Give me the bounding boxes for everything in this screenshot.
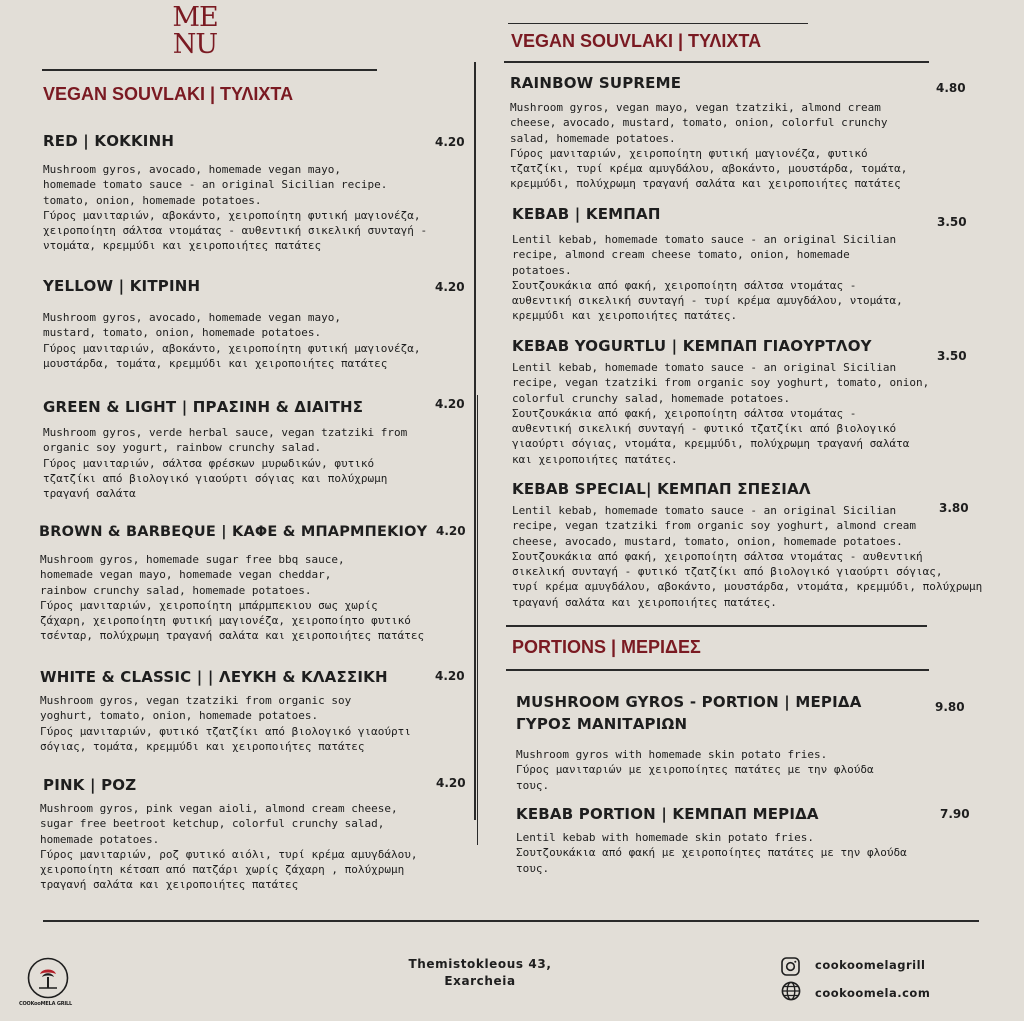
left-section-title: VEGAN SOUVLAKI | ΤΥΛΙΧΤΑ	[43, 84, 294, 104]
website-link[interactable]: cookoomela.com	[815, 986, 931, 1000]
item-desc-brown: Mushroom gyros, homemade sugar free bbq sauce, homemade vegan mayo, homemade vegan cheddar, rainbow crunchy salad, homemade potatoes. Γύρος μανιταριών, χειροποίητη μπάρμπεκιου σως χωρίς ζάχαρη, χειροποίητη φυτική μαγιονέζα, χειροποίητο φυτικό τσένταρ, πολύχρωμη τραγανή σαλάτα και χειροποιήτες πατάτες	[40, 553, 425, 643]
item-desc-kebab-portion: Lentil kebab with homemade skin potato fries. Σουτζουκάκια από φακή με χειροποίητες πατάτες με την φλούδα τους.	[516, 831, 907, 875]
left-top-rule	[42, 69, 377, 71]
item-desc-yellow: Mushroom gyros, avocado, homemade vegan mayo, mustard, tomato, onion, homemade potatoes. Γύρος μανιταριών, αβοκάντο, χειροποίητη φυτική μαγιονέζα, μουστάρδα, τομάτα, κρεμμύδι και χειροποιήτες πατάτες	[43, 311, 421, 370]
item-title-white: WHITE & CLASSIC | | ΛΕΥΚΗ & ΚΛΑΣΣΙΚΗ	[40, 668, 388, 686]
brand-logo	[27, 957, 69, 999]
item-title-kebab-portion: KEBAB PORTION | ΚΕΜΠΑΠ ΜΕΡΙΔΑ	[516, 805, 819, 823]
right-section-rule	[504, 61, 929, 63]
item-price-brown: 4.20	[436, 524, 466, 538]
item-title-mushroom-portion: MUSHROOM GYROS - PORTION | ΜΕΡΙΔΑ ΓΥΡΟΣ ΜΑΝΙΤΑΡΙΩΝ	[516, 693, 862, 733]
brand-label: COOKooMELA GRILL	[19, 1001, 73, 1007]
portions-section-title: PORTIONS | ΜΕΡΙΔΕΣ	[512, 637, 701, 657]
item-desc-pink: Mushroom gyros, pink vegan aioli, almond cream cheese, sugar free beetroot ketchup, colorful crunchy salad, homemade potatoes. Γύρος μανιταριών, ροζ φυτικό αιόλι, τυρί κρέμα αμυγδάλου, χειροποίητη κέτσαπ από πατζάρι χωρίς ζάχαρη , πολύχρωμη τραγανή σαλάτα και χειροποιήτες πατάτες	[40, 802, 418, 892]
center-divider	[474, 62, 476, 820]
item-desc-rainbow: Mushroom gyros, vegan mayo, vegan tzatziki, almond cream cheese, avocado, mustard, tomato, onion, colorful crunchy salad, homemade potatoes. Γύρος μανιταριών, χειροποίητη φυτική μαγιονέζα, φυτικό τζατζίκι, τυρί κρέμα αμυγδάλου, αβοκάντο, μουστάρδα, τομάτα, κρεμμύδι, πολύχρωμη τραγανή σαλάτα και χειροποιήτες πατάτες	[510, 101, 908, 191]
menu-logo	[168, 4, 222, 58]
item-desc-mushroom-portion: Mushroom gyros with homemade skin potato fries. Γύρος μανιταριών με χειροποίητες πατάτες με την φλούδα τους.	[516, 748, 874, 792]
menu-logo-line1: ME	[172, 2, 218, 33]
item-desc-kebab: Lentil kebab, homemade tomato sauce - an original Sicilian recipe, almond cream cheese tomato, onion, homemade potatoes. Σουτζουκάκια από φακή, χειροποίητη σάλτσα ντομάτας - αυθεντική σικελική συνταγή - τυρί κρέμα αμυγδάλου, ντομάτα, κρεμμύδι και χειροποιήτες πατάτες.	[512, 233, 903, 323]
item-desc-kebab-special: Lentil kebab, homemade tomato sauce - an original Sicilian recipe, vegan tzatziki from organic soy yoghurt, almond cream cheese, avocado, mustard, tomato, onion, homemade potatoes. Σουτζουκάκια από φακή, χειροποίητη σάλτσα ντομάτας - αυθεντική σικελική συνταγή - φυτικό τζατζίκι από βιολογικό γιαούρτι σόγιας, τυρί κρέμα αμυγδάλου, αβοκάντο, μουστάρδα, ντομάτα, κρεμμύδι, πολύχρωμη τραγανή σαλάτα και χειροποιήτες πατάτες.	[512, 504, 983, 609]
tree-icon	[27, 957, 69, 999]
instagram-handle[interactable]: cookoomelagrill	[815, 958, 926, 972]
item-price-pink: 4.20	[436, 776, 466, 790]
right-section-title: VEGAN SOUVLAKI | ΤΥΛΙΧΤΑ	[511, 31, 762, 51]
item-title-pink: PINK | ΡΟΖ	[43, 776, 137, 794]
right-top-rule	[508, 23, 808, 24]
item-price-rainbow: 4.80	[936, 81, 966, 95]
address-line1: Themistokleous 43,	[408, 957, 552, 971]
portions-bottom-rule	[506, 669, 929, 671]
center-divider-secondary	[477, 395, 478, 845]
item-price-red: 4.20	[435, 135, 465, 149]
footer-rule	[43, 920, 979, 922]
item-desc-kebab-yogurtlu: Lentil kebab, homemade tomato sauce - an original Sicilian recipe, vegan tzatziki from organic soy yoghurt, tomato, onion, colorful crunchy salad, homemade potatoes. Σουτζουκάκια από φακή, χειροποίητη σάλτσα ντομάτας - αυθεντική σικελική συνταγή - φυτικό τζατζίκι από βιολογικό γιαούρτι σόγιας, ντομάτα, κρεμμύδι, πολύχρωμη τραγανή σαλάτα και χειροποιήτες πατάτες.	[512, 361, 930, 466]
portions-top-rule	[506, 625, 927, 627]
menu-logo-line2: NU	[172, 29, 218, 60]
item-title-kebab-yogurtlu: KEBAB YOGURTLU | ΚΕΜΠΑΠ ΓΙΑΟΥΡΤΛΟΥ	[512, 337, 872, 355]
item-price-kebab-yogurtlu: 3.50	[937, 349, 967, 363]
item-price-yellow: 4.20	[435, 280, 465, 294]
item-title-green: GREEN & LIGHT | ΠΡΑΣΙΝΗ & ΔΙΑΙΤΗΣ	[43, 398, 364, 416]
item-desc-red: Mushroom gyros, avocado, homemade vegan mayo, homemade tomato sauce - an original Sicilian recipe. tomato, onion, homemade potatoes. Γύρος μανιταριών, αβοκάντο, χειροποίητη φυτική μαγιονέζα, χειροποίητη σάλτσα ντομάτας - αυθεντική σικελική συνταγή - ντομάτα, κρεμμύδι και χειροποιήτες πατάτες	[43, 163, 428, 253]
item-title-red: RED | ΚΟΚΚΙΝΗ	[43, 132, 175, 150]
item-desc-green: Mushroom gyros, verde herbal sauce, vegan tzatziki from organic soy yogurt, rainbow crunchy salad. Γύρος μανιταριών, σάλτσα φρέσκων μυρωδικών, φυτικό τζατζίκι από βιολογικό γιαούρτι σόγιας και πολύχρωμη τραγανή σαλάτα	[43, 426, 408, 501]
item-desc-white: Mushroom gyros, vegan tzatziki from organic soy yoghurt, tomato, onion, homemade potatoes. Γύρος μανιταριών, φυτικό τζατζίκι από βιολογικό γιαούρτι σόγιας, τομάτα, κρεμμύδι και χειροποιήτες πατάτες	[40, 694, 411, 753]
item-price-kebab-special: 3.80	[939, 501, 969, 515]
item-title-brown: BROWN & BARBEQUE | ΚΑΦΕ & ΜΠΑΡΜΠΕΚΙΟΥ	[39, 524, 428, 540]
item-title-rainbow: RAINBOW SUPREME	[510, 74, 682, 92]
item-price-green: 4.20	[435, 397, 465, 411]
item-title-kebab: KEBAB | ΚΕΜΠΑΠ	[512, 205, 661, 223]
item-title-yellow: YELLOW | ΚΙΤΡΙΝΗ	[43, 277, 201, 295]
instagram-icon[interactable]	[781, 957, 800, 976]
globe-icon[interactable]	[781, 981, 801, 1001]
item-price-mushroom-portion: 9.80	[935, 700, 965, 714]
address-line2: Exarcheia	[444, 974, 516, 988]
item-price-white: 4.20	[435, 669, 465, 683]
item-price-kebab: 3.50	[937, 215, 967, 229]
item-title-kebab-special: KEBAB SPECIAL| ΚΕΜΠΑΠ ΣΠΕΣΙΑΛ	[512, 480, 811, 498]
address	[390, 956, 570, 990]
item-price-kebab-portion: 7.90	[940, 807, 970, 821]
